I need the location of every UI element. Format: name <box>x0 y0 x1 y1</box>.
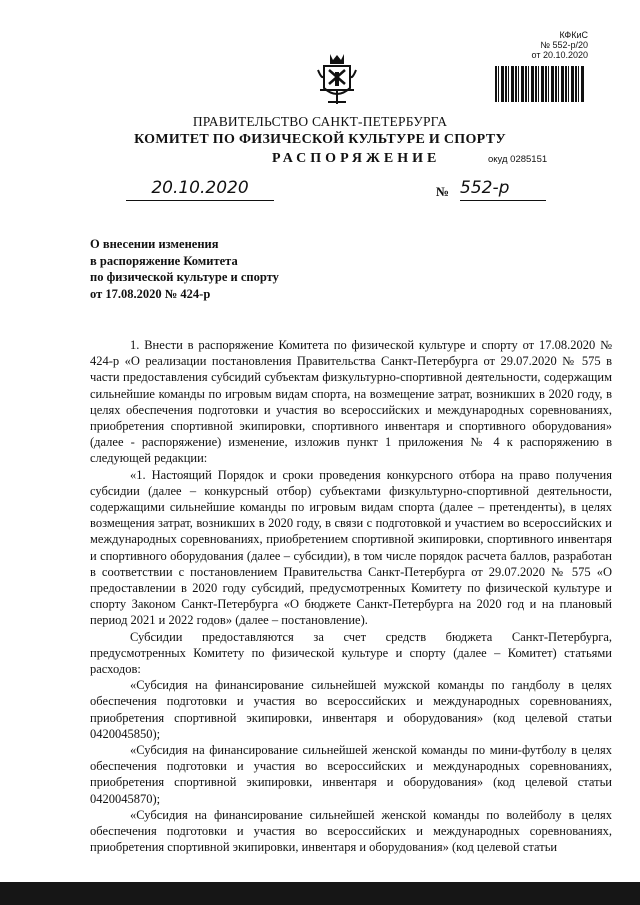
body-paragraph: «Субсидия на финансирование сильнейшей мужской команды по гандболу в целях обеспечения подготовки и участия во всероссийских и международных соревнованиях, приобретения спортивной экипировки, инвентаря и оборудования» (код целевой статьи 0420045850); <box>90 678 612 741</box>
body-paragraph: «Субсидия на финансирование сильнейшей женской команды по волейболу в целях обеспечения подготовки и участия во всероссийских и международных соревнованиях, приобретения спортивной экипировки, инвентаря и оборудования» (код целевой статьи <box>90 807 612 855</box>
body-paragraph: «1. Настоящий Порядок и сроки проведения конкурсного отбора на право получения субсидии (далее – конкурсный отбор) субъектами физкультурно-спортивной деятельности, содержащими сильнейшие команды по игровым видам спорта (далее – претенденты), в целях возмещения затрат, возникших в 2020 году, в связи с подготовкой и участием во всероссийских и международных соревнованиях, приобретением спортивной экипировки, спортивного инвентаря и спортивного оборудования (далее – субсидии), в том числе порядок расчета баллов, разработан в соответствии с постановлением Правительства Санкт-Петербурга от 29.07.2020 № 575 «О предоставлении в 2020 году субсидий, предусмотренных Комитету по физической культуре и спорту Законом Санкт-Петербурга «О бюджете Санкт-Петербурга на 2020 год и на плановый период 2021 и 2022 годов» (далее – постановление). <box>90 467 612 628</box>
okud-code: окуд 0285151 <box>488 154 548 165</box>
document-title <box>90 236 279 302</box>
government-name: ПРАВИТЕЛЬСТВО САНКТ-ПЕТЕРБУРГА <box>192 114 448 129</box>
registration-stamp <box>488 30 588 60</box>
document-number: 552-р <box>460 178 546 201</box>
number-label: № <box>436 184 450 199</box>
stamp-line-2: № 552-р/20 <box>540 40 588 50</box>
title-line: по физической культуре и спорту <box>90 270 279 284</box>
body-paragraph: 1. Внести в распоряжение Комитета по физической культуре и спорту от 17.08.2020 № 424-р «О реализации постановления Правительства Санкт-Петербурга от 29.07.2020 № 575 в части предоставления субсидий субъектам физкультурно-спортивной деятельности, содержащим сильнейшие команды по игровым видам спорта, на возмещение затрат, возникших в 2020 году, в целях обеспечения подготовки и участия во всероссийских и международных соревнованиях, приобретения спортивной экипировки, спортивного инвентаря и спортивного оборудования» (далее - распоряжение) изменение, изложив пункт 1 приложения № 4 к распоряжению в следующей редакции: <box>90 338 612 466</box>
scan-bottom-edge <box>0 882 640 905</box>
document-type: РАСПОРЯЖЕНИЕ <box>272 151 441 166</box>
body-paragraph: Субсидии предоставляются за счет средств бюджета Санкт-Петербурга, предусмотренных Комитету по физической культуре и спорту (далее – Комитет) статьями расходов: <box>90 629 612 677</box>
document-date: 20.10.2020 <box>126 178 274 201</box>
title-line: в распоряжение Комитета <box>90 253 238 268</box>
stamp-line-1: КФКиС <box>559 30 588 40</box>
title-line: от 17.08.2020 № 424-р <box>90 286 211 301</box>
coat-of-arms-icon <box>316 50 358 108</box>
document-body <box>90 337 612 856</box>
title-line: О внесении изменения <box>90 237 219 251</box>
committee-name: КОМИТЕТ ПО ФИЗИЧЕСКОЙ КУЛЬТУРЕ И СПОРТУ <box>134 132 506 147</box>
barcode-icon <box>495 66 585 102</box>
body-paragraph: «Субсидия на финансирование сильнейшей женской команды по мини-футболу в целях обеспечения подготовки и участия во всероссийских и международных соревнованиях, приобретения спортивной экипировки, инвентаря и оборудования» (код целевой статьи 0420045870); <box>90 743 612 806</box>
stamp-line-3: от 20.10.2020 <box>531 50 588 60</box>
